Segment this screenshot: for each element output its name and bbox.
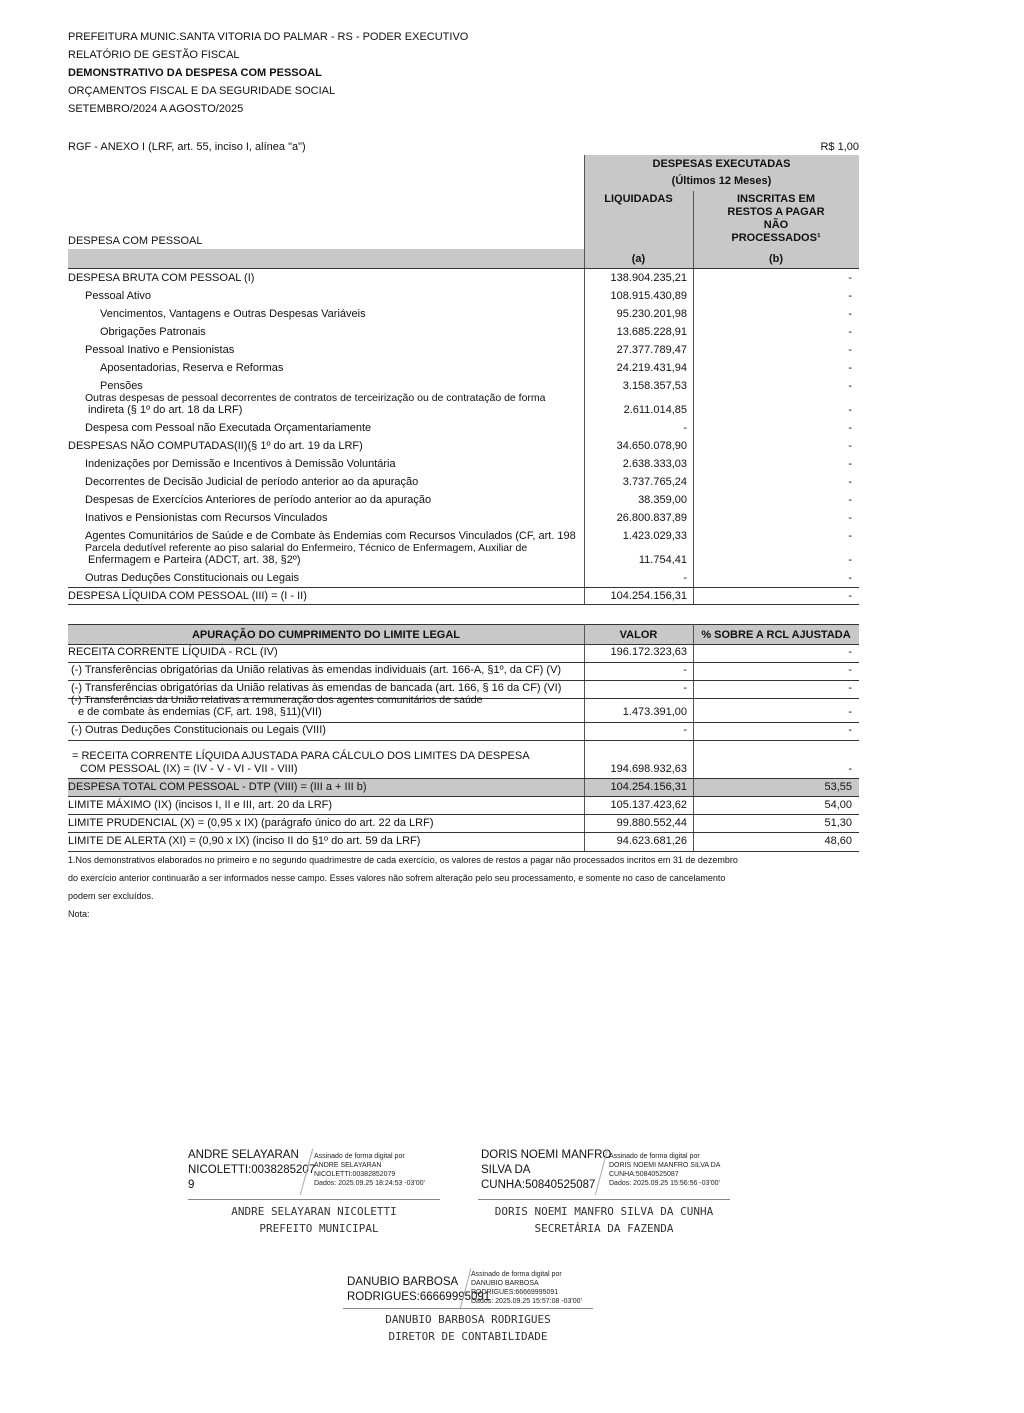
percent: 54,00	[824, 799, 852, 811]
digital-stamp	[471, 1270, 582, 1306]
stamp-line: Dados: 2025.09.25 15:56:56 -03'00'	[609, 1180, 720, 1187]
digital-signature-block	[481, 1148, 731, 1198]
divider	[68, 680, 859, 681]
value-a: 3.158.357,53	[622, 380, 687, 392]
signature-line	[343, 1308, 593, 1309]
value-a: 11.754,41	[638, 554, 687, 566]
divider	[68, 587, 859, 588]
cert-line: DANUBIO BARBOSA	[347, 1276, 459, 1288]
value-a: 1.423.029,33	[622, 530, 687, 542]
cert-line: 9	[188, 1179, 195, 1191]
row-label: Pessoal Inativo e Pensionistas	[85, 344, 235, 356]
signature-line	[478, 1199, 730, 1200]
row-label: Vencimentos, Vantagens e Outras Despesas Variáveis	[100, 308, 366, 320]
signer-name: ANDRE SELAYARAN NICOLETTI	[231, 1205, 397, 1218]
row-label: (-) Outras Deduções Constitucionais ou Legais (VIII)	[71, 724, 326, 736]
col-head-main: DESPESA COM PESSOAL	[68, 235, 203, 247]
value-a: 24.219.431,94	[616, 362, 687, 374]
value: 196.172.323,63	[610, 646, 687, 658]
footnote-line: podem ser excluídos.	[68, 891, 154, 901]
percent: 48,60	[824, 835, 852, 847]
percent: 51,30	[824, 817, 852, 829]
cert-line: CUNHA:50840525087	[481, 1179, 596, 1191]
stamp-line: DORIS NOEMI MANFRO SILVA DA	[609, 1162, 721, 1169]
value-b: -	[848, 554, 852, 566]
row-label: (-) Transferências obrigatórias da União relativas às emendas individuais (art. 166-A, §1º, da CF) (V)	[71, 664, 562, 676]
value: -	[683, 664, 687, 676]
entity-name: PREFEITURA MUNIC.SANTA VITORIA DO PALMAR - RS - PODER EXECUTIVO	[68, 31, 469, 43]
divider	[68, 796, 859, 797]
value-a: -	[683, 422, 687, 434]
percent: -	[848, 763, 852, 775]
value-b: -	[848, 272, 852, 284]
value-a: 26.800.837,89	[616, 512, 687, 524]
cert-line: SILVA DA	[481, 1164, 531, 1176]
footnote-line: do exercício anterior continuarão a ser informados nesse campo. Esses valores não sofrem alteração pelo seu processamento, e somente no caso de cancelamento	[68, 873, 726, 883]
stamp-line: ANDRE SELAYARAN	[314, 1162, 382, 1169]
signer-name: DORIS NOEMI MANFRO SILVA DA CUNHA	[494, 1205, 714, 1218]
certificate-name	[188, 1148, 315, 1193]
divider	[68, 832, 859, 833]
stamp-line: Dados: 2025.09.25 18:24:53 -03'00'	[314, 1180, 425, 1187]
digital-stamp	[314, 1152, 425, 1188]
percent: -	[848, 682, 852, 694]
value-b: -	[848, 308, 852, 320]
row-label: (-) Transferências obrigatórias da União relativas às emendas de bancada (art. 166, § 16 da CF) (VI)	[71, 682, 562, 694]
value-header: VALOR	[584, 624, 693, 644]
value-b: -	[848, 440, 852, 452]
value-a: 13.685.228,91	[616, 326, 687, 338]
currency-unit: R$ 1,00	[820, 141, 859, 153]
value-a: 104.254.156,31	[610, 590, 687, 602]
divider	[68, 268, 859, 269]
value-a: 3.737.765,24	[622, 476, 687, 488]
value: 1.473.391,00	[622, 706, 687, 718]
signature-line	[188, 1199, 440, 1200]
divider	[693, 191, 694, 604]
row-label: Decorrentes de Decisão Judicial de período anterior ao da apuração	[85, 476, 419, 488]
col-b-code: (b)	[768, 253, 784, 265]
value-b: -	[848, 494, 852, 506]
value-b: -	[848, 290, 852, 302]
row-label: Despesas de Exercícios Anteriores de período anterior ao da apuração	[85, 494, 432, 506]
value: 94.623.681,26	[616, 835, 687, 847]
value-b: -	[848, 530, 852, 542]
row-label-continued: Enfermagem e Parteira (ADCT, art. 38, §2º)	[88, 554, 301, 566]
row-label: Pensões	[100, 380, 143, 392]
stamp-line: Assinado de forma digital por	[609, 1153, 700, 1160]
signer-role: PREFEITO MUNICIPAL	[259, 1222, 379, 1235]
divider	[68, 778, 859, 779]
percent-header: % SOBRE A RCL AJUSTADA	[693, 624, 859, 644]
value-b: -	[848, 458, 852, 470]
digital-stamp	[609, 1152, 720, 1188]
value-a: 38.359,00	[638, 494, 687, 506]
row-label: DESPESA LÍQUIDA COM PESSOAL (III) = (I - II)	[68, 590, 307, 602]
percent: 53,55	[824, 781, 852, 793]
note-label: Nota:	[68, 909, 90, 919]
value: 99.880.552,44	[616, 817, 687, 829]
percent: -	[848, 724, 852, 736]
value: 105.137.423,62	[610, 799, 687, 811]
value: 104.254.156,31	[610, 781, 687, 793]
value-b: -	[848, 572, 852, 584]
signer-role: SECRETÁRIA DA FAZENDA	[534, 1222, 674, 1235]
row-label: LIMITE PRUDENCIAL (X) = (0,95 x IX) (parágrafo único do art. 22 da LRF)	[68, 817, 434, 829]
report-name: RELATÓRIO DE GESTÃO FISCAL	[68, 49, 240, 61]
stamp-line: Dados: 2025.09.25 15:57:08 -03'00'	[471, 1298, 582, 1305]
col-b-title: INSCRITAS EM RESTOS A PAGAR NÃO PROCESSADOS¹	[693, 191, 859, 249]
row-label: Outras Deduções Constitucionais ou Legais	[85, 572, 300, 584]
value: -	[683, 682, 687, 694]
row-label: Despesa com Pessoal não Executada Orçamentariamente	[85, 422, 372, 434]
budget-scope: ORÇAMENTOS FISCAL E DA SEGURIDADE SOCIAL	[68, 85, 336, 97]
stamp-line: Assinado de forma digital por	[314, 1153, 405, 1160]
row-label: (-) Transferências da União relativas a remuneração dos agentes comunitários de saúde	[71, 694, 483, 706]
row-label: RECEITA CORRENTE LÍQUIDA - RCL (IV)	[68, 646, 278, 658]
value-a: -	[683, 572, 687, 584]
group-header-title: DESPESAS EXECUTADAS	[652, 158, 791, 170]
signer-name: DANUBIO BARBOSA RODRIGUES	[385, 1313, 551, 1326]
limit-header: APURAÇÃO DO CUMPRIMENTO DO LIMITE LEGAL	[68, 624, 584, 644]
value-a: 108.915.430,89	[610, 290, 687, 302]
value-a: 2.638.333,03	[622, 458, 687, 470]
annex-line	[68, 141, 859, 155]
row-label: Parcela dedutível referente ao piso salarial do Enfermeiro, Técnico de Enfermagem, Auxiliar de	[85, 542, 528, 554]
row-label: DESPESA BRUTA COM PESSOAL (I)	[68, 272, 255, 284]
annex-reference: RGF - ANEXO I (LRF, art. 55, inciso I, alínea "a")	[68, 141, 306, 153]
row-label-continued: COM PESSOAL (IX) = (IV - V - VI - VII - VIII)	[80, 763, 298, 775]
value-b: -	[848, 422, 852, 434]
divider	[68, 740, 859, 741]
value-b: -	[848, 380, 852, 392]
value: 194.698.932,63	[610, 763, 687, 775]
value-b: -	[848, 326, 852, 338]
period: SETEMBRO/2024 A AGOSTO/2025	[68, 103, 244, 115]
value-a: 138.904.235,21	[610, 272, 687, 284]
row-label: Pessoal Ativo	[85, 290, 152, 302]
row-label: DESPESAS NÃO COMPUTADAS(II)(§ 1º do art. 19 da LRF)	[68, 440, 363, 452]
group-header-subtitle: (Últimos 12 Meses)	[671, 175, 772, 187]
cert-line: RODRIGUES:66669995091	[347, 1291, 491, 1303]
percent: -	[848, 706, 852, 718]
row-label: LIMITE MÁXIMO (IX) (incisos I, II e III, art. 20 da LRF)	[68, 799, 333, 811]
certificate-name	[481, 1148, 611, 1193]
divider	[68, 604, 859, 605]
value-b: -	[848, 362, 852, 374]
value-b: -	[848, 404, 852, 416]
percent: -	[848, 664, 852, 676]
digital-signature-block	[188, 1148, 438, 1198]
cert-line: NICOLETTI:0038285207	[188, 1164, 316, 1176]
row-label: Obrigações Patronais	[100, 326, 206, 338]
footnote-line: 1.Nos demonstrativos elaborados no primeiro e no segundo quadrimestre de cada exercício, os valores de restos a pagar não processados incritos em 31 de dezembro	[68, 855, 738, 865]
stamp-line: RODRIGUES:66669995091	[471, 1289, 559, 1296]
col-a-code: (a)	[631, 253, 646, 265]
cert-line: DORIS NOEMI MANFRO	[481, 1149, 612, 1161]
row-label: Agentes Comunitários de Saúde e de Combate às Endemias com Recursos Vinculados (CF, art. 198	[85, 530, 576, 542]
value-b: -	[848, 344, 852, 356]
value-b: -	[848, 512, 852, 524]
stamp-line: DANUBIO BARBOSA	[471, 1280, 539, 1287]
value-b: -	[848, 476, 852, 488]
value-a: 2.611.014,85	[623, 404, 687, 416]
divider	[68, 851, 859, 852]
value: -	[683, 724, 687, 736]
row-label: Indenizações por Demissão e Incentivos à Demissão Voluntária	[85, 458, 396, 470]
executed-expenses-header	[584, 155, 859, 191]
stamp-line: NICOLETTI:00382852079	[314, 1171, 396, 1178]
value-b: -	[848, 590, 852, 602]
row-label-continued: e de combate às endemias (CF, art. 198, §11)(VII)	[78, 706, 322, 718]
row-label: Aposentadorias, Reserva e Reformas	[100, 362, 284, 374]
divider	[68, 644, 859, 645]
value-a: 27.377.789,47	[616, 344, 687, 356]
signer-role: DIRETOR DE CONTABILIDADE	[388, 1330, 548, 1343]
row-label: Outras despesas de pessoal decorrentes de contratos de terceirização ou de contratação de forma	[85, 392, 546, 404]
divider	[68, 814, 859, 815]
row-label: DESPESA TOTAL COM PESSOAL - DTP (VIII) = (III a + III b)	[68, 781, 367, 793]
col-a-title: LIQUIDADAS	[584, 191, 693, 249]
value-a: 95.230.201,98	[616, 308, 687, 320]
row-label: = RECEITA CORRENTE LÍQUIDA AJUSTADA PARA CÁLCULO DOS LIMITES DA DESPESA	[72, 750, 530, 762]
cert-line: ANDRE SELAYARAN	[188, 1149, 299, 1161]
divider	[68, 722, 859, 723]
stamp-line: CUNHA:50840525087	[609, 1171, 679, 1178]
report-header	[68, 28, 468, 118]
stamp-line: Assinado de forma digital por	[471, 1271, 562, 1278]
digital-signature-block	[347, 1272, 597, 1312]
row-label: Inativos e Pensionistas com Recursos Vinculados	[85, 512, 328, 524]
divider	[68, 662, 859, 663]
row-label: LIMITE DE ALERTA (XI) = (0,90 x IX) (inciso II do §1º do art. 59 da LRF)	[68, 835, 421, 847]
value-a: 34.650.078,90	[616, 440, 687, 452]
statement-title: DEMONSTRATIVO DA DESPESA COM PESSOAL	[68, 67, 322, 79]
row-label-continued: indireta (§ 1º do art. 18 da LRF)	[88, 404, 243, 416]
percent: -	[848, 646, 852, 658]
